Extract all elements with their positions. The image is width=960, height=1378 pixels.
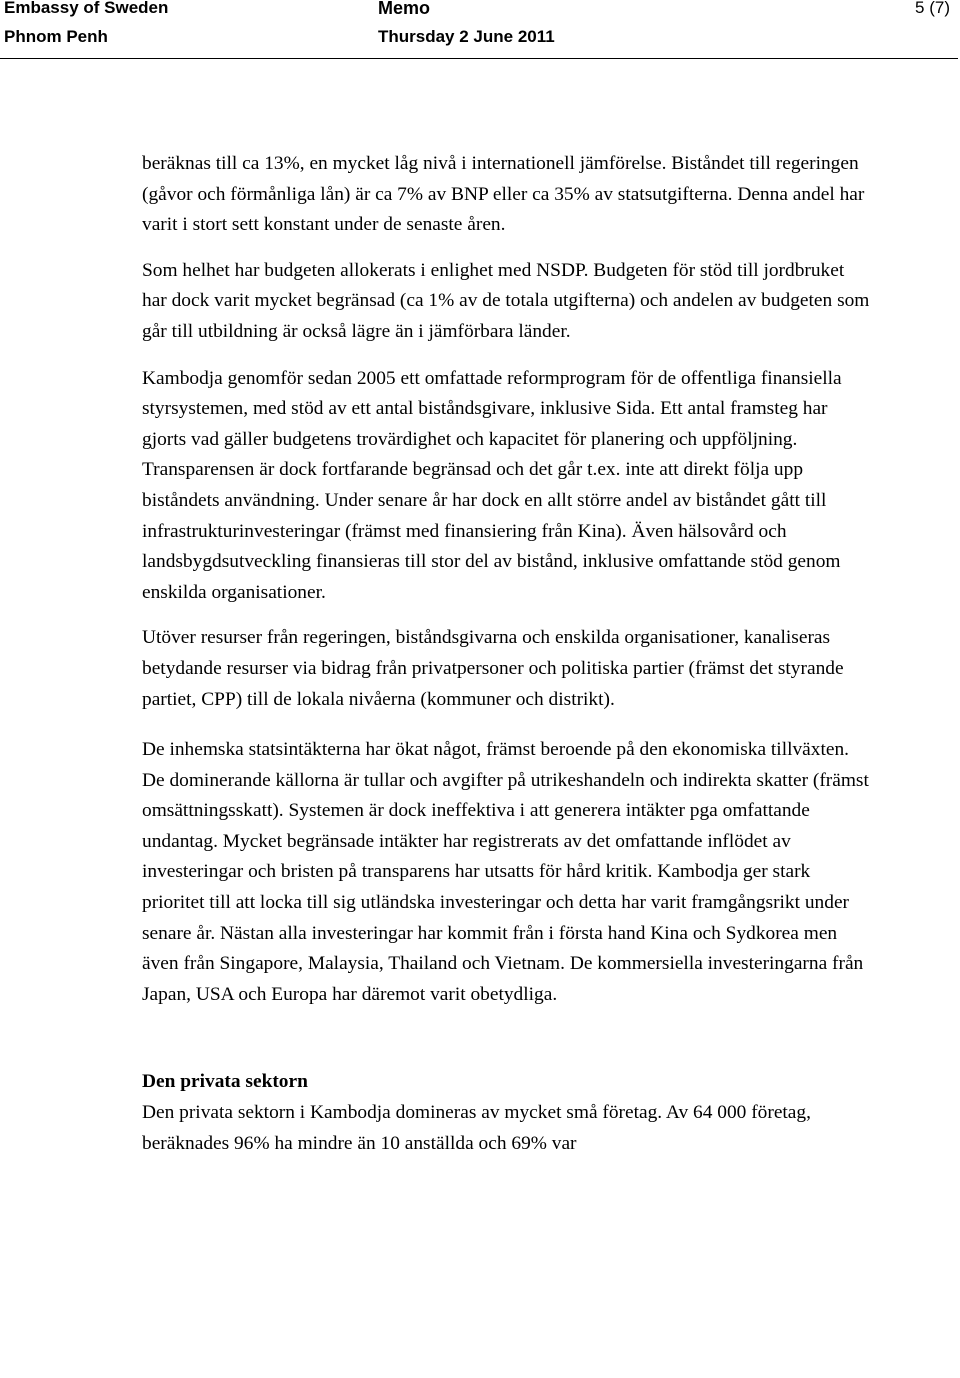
- header-organization: Embassy of Sweden: [4, 0, 169, 17]
- paragraph-domestic-revenue: De inhemska statsintäkterna har ökat något, främst beroende på den ekonomiska tillväxten. De dominerande källorna är tullar och avgifter på utrikeshandeln och indirekta skatter (främst omsättningsskatt). Systemen är dock ineffektiva i att generera intäkter pga omfattande undantag. Mycket begränsade intäkter har registrerats av det omfattande inflödet av investeringar och bristen på transparens har utsatts för hård kritik. Kambodja ger stark prioritet till att locka till sig utländska investeringar och detta har varit framgångsrikt under senare år. Nästan alla investeringar har kommit från i första hand Kina och Sydkorea men även från Singapore, Malaysia, Thailand och Vietnam. De kommersiella investeringarna från Japan, USA och Europa har däremot varit obetydliga.: [142, 739, 869, 1005]
- paragraph-private-sector: Den privata sektorn i Kambodja domineras av mycket små företag. Av 64 000 företag, beräknades 96% ha mindre än 10 anställda och 69% var: [142, 1102, 811, 1154]
- section-heading: Den privata sektorn: [142, 1071, 308, 1093]
- page-header: [0, 0, 960, 60]
- header-page-number: 5 (7): [915, 0, 950, 17]
- header-city: Phnom Penh: [4, 27, 108, 46]
- header-date: Thursday 2 June 2011: [378, 27, 555, 46]
- memo-body: [142, 149, 872, 1159]
- header-document-type: Memo: [378, 0, 431, 18]
- paragraph-other-resources: Utöver resurser från regeringen, biståndsgivarna och enskilda organisationer, kanaliseras betydande resurser via bidrag från privatpersoner och politiska partier (främst det styrande partiet, CPP) till de lokala nivåerna (kommuner och distrikt).: [142, 627, 844, 710]
- paragraph-reform-program: Kambodja genomför sedan 2005 ett omfattade reformprogram för de offentliga finansiella styrsystemen, med stöd av ett antal biståndsgivare, inklusive Sida. Ett antal framsteg har gjorts vad gäller budgetens trovärdighet och kapacitet för planering och uppföljning. Transparensen är dock fortfarande begränsad och det går t.ex. inte att direkt följa upp biståndets användning. Under senare år har dock en allt större andel av biståndet gått till infrastrukturinvesteringar (främst med finansiering från Kina). Även hälsovård och landsbygdsutveckling finansieras till stor del av bistånd, inklusive omfattande stöd genom enskilda organisationer.: [142, 367, 842, 603]
- paragraph-budget-allocation: Som helhet har budgeten allokerats i enlighet med NSDP. Budgeten för stöd till jordbruket har dock varit mycket begränsad (ca 1% av de totala utgifterna) och andelen av budgeten som går till utbildning är också lägre än i jämförbara länder.: [142, 259, 870, 342]
- header-divider: [0, 58, 958, 59]
- paragraph-budget-share: beräknas till ca 13%, en mycket låg nivå i internationell jämförelse. Biståndet till regeringen (gåvor och förmånliga lån) är ca 7% av BNP eller ca 35% av statsutgifterna. Denna andel har varit i stort sett konstant under de senaste åren.: [142, 153, 865, 236]
